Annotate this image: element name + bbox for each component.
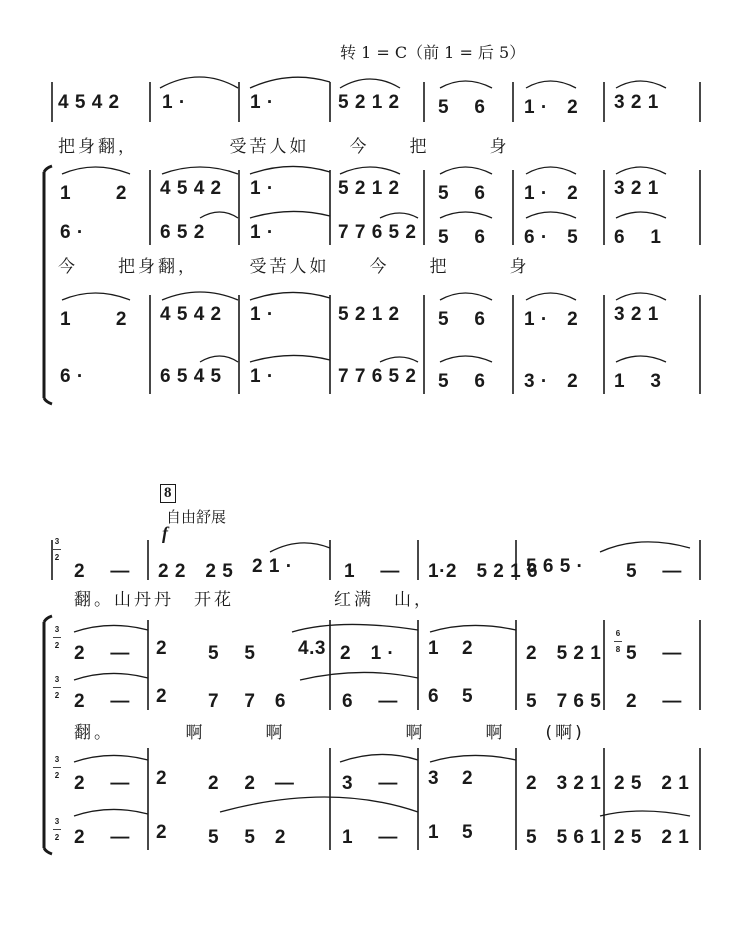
c2u1-m6: 1 [428,638,440,659]
choir-upper1-m3: 1 · [250,178,274,199]
choir-upper2-m6: 6 · 5 [524,227,579,248]
choir-upper2-m7: 6 1 [614,227,662,248]
c2u1-m2: 2 [156,638,168,659]
rehearsal-mark: 8 [160,484,176,503]
system2-solo-barlines [52,537,700,580]
c2u2-m7: 5 7 6 5 [526,691,602,712]
solo-measure-7: 3 2 1 [614,92,659,113]
c2u1-m1: 2 — [74,643,130,664]
solo2-m4: 1 — [344,561,400,582]
solo-lyrics: 把身翻， 受苦人如 今 把 身 [58,137,510,157]
c2l1-m2: 2 [156,768,168,789]
choir-lower2-m4: 7 7 6 5 2 [338,366,417,387]
choir-lower1-m4: 5 2 1 2 [338,304,400,325]
solo2-m1: 2 — [74,561,130,582]
choir-upper1-m7: 3 2 1 [614,178,659,199]
choir-upper1-m1: 1 2 [60,183,127,204]
dynamic-forte: f [162,523,168,543]
choir-upper2-m5: 5 6 [438,227,486,248]
c2u2-m8: 2 — [626,691,682,712]
solo2-m2: 2 2 2 5 [158,561,234,582]
solo2-m3: 2 1 · [252,556,293,577]
choir-lower1-m2: 4 5 4 2 [160,304,222,325]
c2u2-m4: 6 — [342,691,398,712]
system1-slurs [62,77,666,362]
c2l1-m3: 2 2 — [208,773,295,794]
c2l1-m4: 3 — [342,773,398,794]
meter-choir-3: 3 — 2 [53,755,61,780]
c2u1-m7: 2 [462,638,474,659]
meter-choir-1: 3 — 2 [53,625,61,650]
choir-lower2-m7: 1 3 [614,371,662,392]
solo-measure-6: 1 · 2 [524,97,579,118]
choir-lower2-m3: 1 · [250,366,274,387]
c2u2-m1: 2 — [74,691,130,712]
c2u1-m5: 2 1 · [340,643,395,664]
meter-choir-4: 3 — 2 [53,817,61,842]
c2l2-m2: 2 [156,822,168,843]
system1-solo-barlines [52,82,700,122]
c2l2-m4: 1 — [342,827,398,848]
c2l1-m1: 2 — [74,773,130,794]
key-change-label: 转 1 = C（前 1 = 后 5） [340,43,526,62]
c2u2-m2: 2 [156,686,168,707]
choir-lower1-m5: 5 6 [438,309,486,330]
choir-lower2-m1: 6 · [60,366,84,387]
choir-upper1-m6: 1 · 2 [524,183,579,204]
c2l2-m6: 5 [462,822,474,843]
choir-lower1-m7: 3 2 1 [614,304,659,325]
c2l1-m5: 3 [428,768,440,789]
solo2-lyrics: 翻。山丹丹 开花 红满 山， [74,590,434,610]
solo2-m6: 5 6 5 · [526,556,584,577]
choir-lower2-m2: 6 5 4 5 [160,366,222,387]
c2u2-m3: 7 7 6 [208,691,286,712]
choir-upper1-m4: 5 2 1 2 [338,178,400,199]
c2l2-m5: 1 [428,822,440,843]
solo2-m5: 1·2 5 2 1 6 [428,561,539,582]
c2l1-m7: 2 3 2 1 [526,773,602,794]
solo-measure-5: 5 6 [438,97,486,118]
choir-upper2-m4: 7 7 6 5 2 [338,222,417,243]
c2u1-m3: 5 5 [208,643,256,664]
c2u1-m9: 5 — [626,643,682,664]
c2l1-m8: 2 5 2 1 [614,773,690,794]
c2u2-m5: 6 [428,686,440,707]
system2-bracket [44,616,52,854]
choir-upper1-m5: 5 6 [438,183,486,204]
choir-lower1-m6: 1 · 2 [524,309,579,330]
choir-lyrics: 今 把身翻， 受苦人如 今 把 身 [58,257,530,277]
inline-meter: 6 — 8 [614,629,622,654]
choir2-lyrics: 翻。 啊 啊 啊 啊 (啊) [74,723,585,743]
system1-bracket [44,166,52,404]
c2l2-m7: 5 5 6 1 [526,827,602,848]
solo-measure-4: 5 2 1 2 [338,92,400,113]
meter-solo: 3 — 2 [53,537,61,562]
choir-lower2-m5: 5 6 [438,371,486,392]
system2-slurs [74,542,690,816]
solo2-m7: 5 — [626,561,682,582]
system2-choir-barlines [148,620,700,850]
system1-choir-barlines [150,170,700,394]
choir-lower1-m1: 1 2 [60,309,127,330]
tempo-marking: 自由舒展 [166,508,227,526]
c2u1-m8: 2 5 2 1 [526,643,602,664]
choir-lower2-m6: 3 · 2 [524,371,579,392]
c2l2-m8: 2 5 2 1 [614,827,690,848]
solo-measure-2: 1 · [162,92,186,113]
choir-lower1-m3: 1 · [250,304,274,325]
choir-upper2-m2: 6 5 2 [160,222,205,243]
c2l2-m1: 2 — [74,827,130,848]
choir-upper2-m3: 1 · [250,222,274,243]
solo-measure-1: 4 5 4 2 [58,92,120,113]
choir-upper1-m2: 4 5 4 2 [160,178,222,199]
choir-upper2-m1: 6 · [60,222,84,243]
c2u1-m4: 4.3 [298,638,326,659]
solo-measure-3: 1 · [250,92,274,113]
c2l1-m6: 2 [462,768,474,789]
c2l2-m3: 5 5 2 [208,827,286,848]
c2u2-m6: 5 [462,686,474,707]
meter-choir-2: 3 — 2 [53,675,61,700]
